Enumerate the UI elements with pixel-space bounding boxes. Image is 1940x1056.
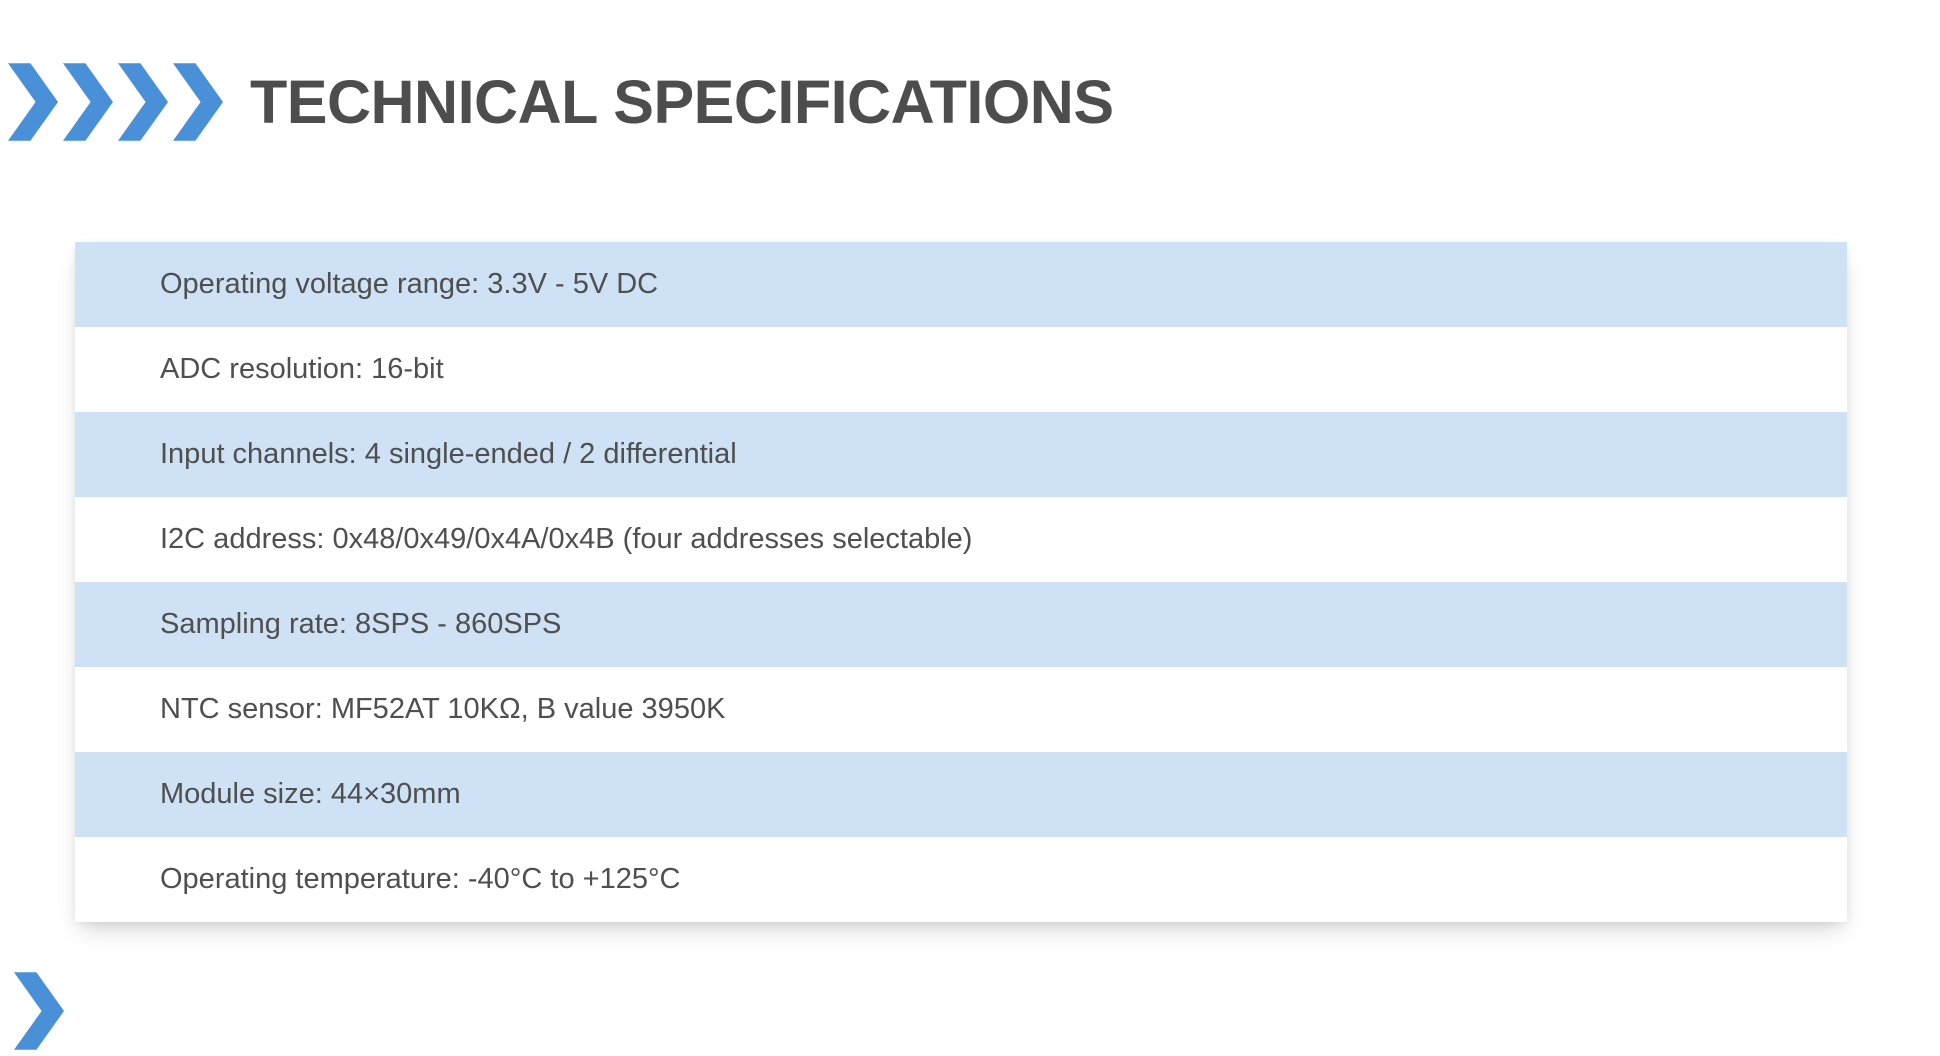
chevron-right-icon bbox=[173, 57, 223, 147]
spec-row-text: Input channels: 4 single-ended / 2 differential bbox=[160, 438, 737, 470]
page-title: TECHNICAL SPECIFICATIONS bbox=[250, 68, 1114, 136]
spec-row bbox=[75, 752, 1847, 837]
spec-row-text: Operating temperature: -40°C to +125°C bbox=[160, 863, 681, 895]
spec-row-text: NTC sensor: MF52AT 10KΩ, B value 3950K bbox=[160, 693, 726, 725]
chevron-right-icon bbox=[118, 57, 168, 147]
section-header bbox=[8, 57, 1114, 147]
spec-row bbox=[75, 497, 1847, 582]
spec-row bbox=[75, 412, 1847, 497]
spec-row bbox=[75, 837, 1847, 922]
spec-row-text: Operating voltage range: 3.3V - 5V DC bbox=[160, 268, 659, 300]
spec-row bbox=[75, 327, 1847, 412]
chevron-right-icon bbox=[63, 57, 113, 147]
spec-row bbox=[75, 667, 1847, 752]
spec-row bbox=[75, 582, 1847, 667]
spec-row-text: I2C address: 0x48/0x49/0x4A/0x4B (four addresses selectable) bbox=[160, 523, 973, 555]
spec-row-text: ADC resolution: 16-bit bbox=[160, 353, 444, 385]
chevron-right-icon bbox=[8, 57, 58, 147]
spec-row-text: Module size: 44×30mm bbox=[160, 778, 461, 810]
spec-row bbox=[75, 242, 1847, 327]
spec-row-text: Sampling rate: 8SPS - 860SPS bbox=[160, 608, 562, 640]
spec-table bbox=[75, 242, 1847, 922]
next-section-chevron-icon bbox=[14, 966, 64, 1056]
chevron-group bbox=[8, 57, 223, 147]
